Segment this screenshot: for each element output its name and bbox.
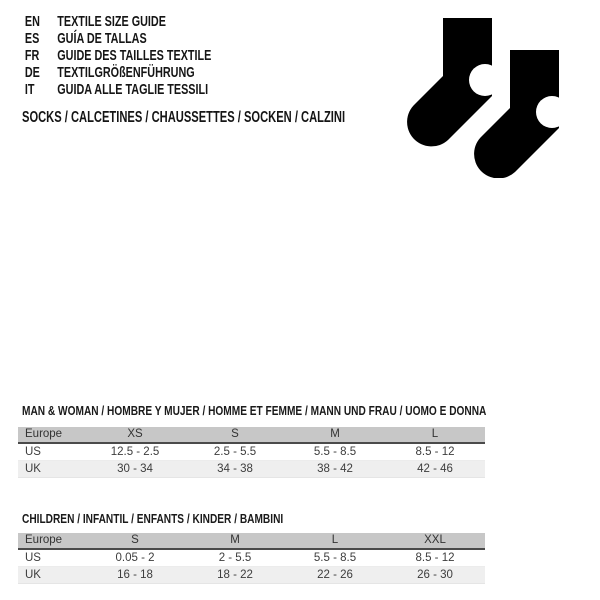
header-cell: Europe bbox=[25, 428, 63, 440]
language-row-fr bbox=[22, 47, 324, 64]
table-cell: 38 - 42 bbox=[317, 463, 353, 475]
language-label: TEXTILGRÖßENFÜHRUNG bbox=[57, 64, 195, 81]
language-row-de bbox=[22, 64, 324, 81]
header-cell: Europe bbox=[25, 534, 63, 546]
region-cell: US bbox=[25, 446, 41, 458]
region-cell: US bbox=[25, 552, 41, 564]
region-cell: UK bbox=[25, 569, 41, 581]
language-row-es bbox=[22, 30, 324, 47]
table-cell: 2 - 5.5 bbox=[218, 552, 252, 564]
table-cell: 42 - 46 bbox=[417, 463, 453, 475]
table-cell: 16 - 18 bbox=[117, 569, 153, 581]
language-label: GUÍA DE TALLAS bbox=[57, 30, 147, 47]
table-cell: 34 - 38 bbox=[217, 463, 253, 475]
language-row-en bbox=[22, 13, 324, 30]
table-cell: 22 - 26 bbox=[317, 569, 353, 581]
language-label: TEXTILE SIZE GUIDE bbox=[57, 13, 166, 30]
table-header-row bbox=[18, 427, 485, 444]
language-code: DE bbox=[24, 64, 40, 81]
table-cell: 8.5 - 12 bbox=[415, 552, 455, 564]
language-label: GUIDA ALLE TAGLIE TESSILI bbox=[57, 81, 209, 98]
table-cell: 8.5 - 12 bbox=[415, 446, 455, 458]
table-cell: 5.5 - 8.5 bbox=[313, 446, 357, 458]
language-label: GUIDE DES TAILLES TEXTILE bbox=[57, 47, 212, 64]
socks-icon bbox=[405, 8, 575, 178]
table-cell: 0.05 - 2 bbox=[115, 552, 155, 564]
children-table-title: CHILDREN / INFANTIL / ENFANTS / KINDER / BAMBINI bbox=[22, 511, 284, 526]
table-cell: 26 - 30 bbox=[417, 569, 453, 581]
header-cell: M bbox=[330, 428, 340, 440]
language-code: FR bbox=[24, 47, 40, 64]
header-cell: XXL bbox=[424, 534, 446, 546]
language-code: IT bbox=[24, 81, 35, 98]
table-row bbox=[18, 567, 485, 584]
table-row bbox=[18, 550, 485, 567]
header-cell: XS bbox=[127, 428, 143, 440]
table-row bbox=[18, 444, 485, 461]
language-code: EN bbox=[24, 13, 40, 30]
adult-table-title: MAN & WOMAN / HOMBRE Y MUJER / HOMME ET FEMME / MANN UND FRAU / UOMO E DONNA bbox=[22, 403, 487, 418]
table-cell: 30 - 34 bbox=[117, 463, 153, 475]
language-code: ES bbox=[24, 30, 40, 47]
children-size-table bbox=[18, 533, 485, 584]
language-row-it bbox=[22, 81, 324, 98]
table-cell: 12.5 - 2.5 bbox=[110, 446, 160, 458]
table-row bbox=[18, 461, 485, 478]
header-cell: S bbox=[131, 534, 139, 546]
header-cell: L bbox=[331, 534, 339, 546]
table-cell: 5.5 - 8.5 bbox=[313, 552, 357, 564]
header-cell: L bbox=[431, 428, 439, 440]
region-cell: UK bbox=[25, 463, 41, 475]
table-cell: 18 - 22 bbox=[217, 569, 253, 581]
table-cell: 2.5 - 5.5 bbox=[213, 446, 257, 458]
sock-back bbox=[407, 18, 501, 146]
header-cell: M bbox=[230, 534, 240, 546]
product-title: SOCKS / CALCETINES / CHAUSSETTES / SOCKEN / CALZINI bbox=[22, 109, 346, 126]
language-list bbox=[22, 13, 324, 98]
header-cell: S bbox=[231, 428, 239, 440]
table-header-row bbox=[18, 533, 485, 550]
adult-size-table bbox=[18, 427, 485, 478]
